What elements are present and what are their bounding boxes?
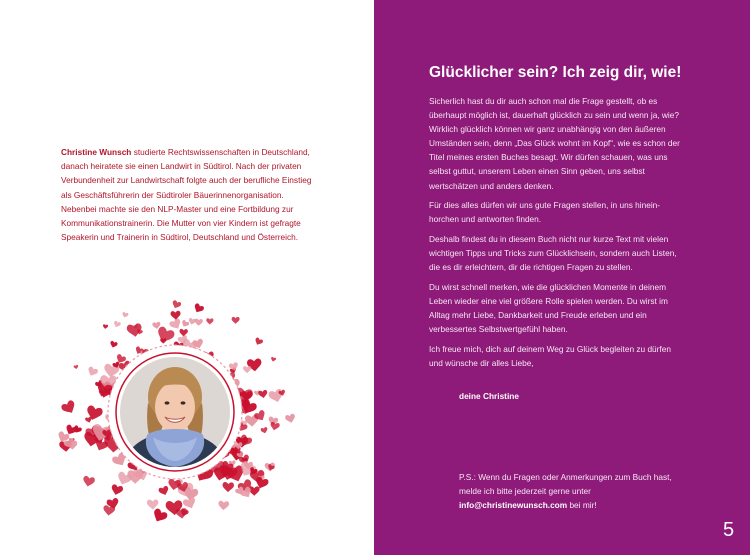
- author-bio: [61, 145, 321, 244]
- heart-portrait-graphic: [55, 285, 295, 525]
- heart-icon: [179, 329, 188, 337]
- heart-icon: [258, 390, 268, 399]
- paragraph: Ich freue mich, dich auf deinem Weg zu Glück begleiten zu dürfen und wünsche dir alles Liebe,: [429, 343, 671, 368]
- heart-icon: [73, 365, 78, 370]
- body-text: [429, 94, 687, 375]
- heart-icon: [232, 317, 240, 324]
- heart-icon: [243, 366, 251, 373]
- heart-icon: [60, 399, 78, 416]
- left-page: [0, 0, 374, 555]
- heart-icon: [122, 312, 129, 319]
- author-bio-text: studierte Rechtswissenschaften in Deutschland, danach heiratete sie einen Landwirt in Südtirol. Nach der privaten Verbundenheit zur Landwirtschaft folgte auch der berufliche Einstieg als Geschäftsführerin der Südtiroler Bäuerinnenorganisation. Nebenbei machte sie den NLP-Master und eine Fortbildung zur Kommunikationstrainerin. Die Mutter von vier Kindern ist gefragte Speakerin und Trainerin in Südtirol, Deutschland und Österreich.: [61, 147, 312, 243]
- heart-icon: [86, 366, 98, 378]
- heart-icon: [151, 508, 169, 525]
- ps-suffix: bei mir!: [567, 500, 597, 511]
- heart-icon: [206, 318, 213, 324]
- heart-icon: [82, 475, 95, 487]
- heart-icon: [270, 357, 276, 362]
- heart-icon: [285, 413, 295, 424]
- heart-icon: [170, 311, 180, 320]
- heart-icon: [188, 318, 196, 326]
- author-name: Christine Wunsch: [61, 147, 132, 157]
- heart-icon: [158, 485, 170, 496]
- heart-icon: [103, 324, 109, 329]
- page-title: Glücklicher sein? Ich zeig dir, wie!: [429, 64, 682, 81]
- signature: deine Christine: [459, 391, 519, 401]
- heart-icon: [260, 427, 268, 434]
- page-number: 5: [723, 519, 735, 541]
- ps-text: P.S.: Wenn du Fragen oder Anmerkungen zum Buch hast, melde ich bitte jederzeit gerne unter: [459, 472, 672, 497]
- paragraph: Deshalb findest du in diesem Buch nicht nur kurze Text mit vielen wichtigen Tipps und Tricks zum Glücklichsein, sondern auch Listen, die es dir erleichtern, dir die richtigen Fragen zu stellen.: [429, 233, 677, 273]
- heart-icon: [147, 500, 159, 510]
- heart-icon: [109, 341, 118, 349]
- postscript: [459, 470, 689, 513]
- paragraph: Für dies alles dürfen wir uns gute Fragen stellen, in uns hinein-horchen und antworten finden.: [429, 200, 661, 225]
- heart-icon: [171, 300, 182, 310]
- heart-icon: [113, 320, 121, 328]
- heart-icon: [222, 482, 234, 492]
- paragraph: Sicherlich hast du dir auch schon mal die Frage gestellt, ob es überhaupt möglich ist, dauerhaft glücklich zu sein und wenn ja, wie? Wirklich glücklich können wir ganz unabhängig von den äußeren Umständen sein, denn „Das Glück wohnt im Kopf“, wie es schon der Titel meines ersten Buches besagt. Wir dürfen schauen, was uns selbst guttut, unserem Leben einen Sinn geben, uns selbst wertschätzen und anders denken.: [429, 96, 680, 191]
- heart-icon: [218, 501, 229, 511]
- heart-icon: [110, 484, 124, 496]
- heart-icon: [155, 325, 176, 345]
- heart-icon: [180, 319, 189, 328]
- paragraph: Du wirst schnell merken, wie die glücklichen Momente in deinem Leben wieder eine viel größere Rolle spielen werden. Du wirst im Alltag mehr Liebe, Dankbarkeit und Freude erleben und ein verbessertes Selbstwertgefühl haben.: [429, 281, 668, 334]
- heart-icon: [192, 303, 204, 315]
- email-link[interactable]: info@christinewunsch.com: [459, 500, 568, 511]
- heart-icon: [254, 337, 264, 347]
